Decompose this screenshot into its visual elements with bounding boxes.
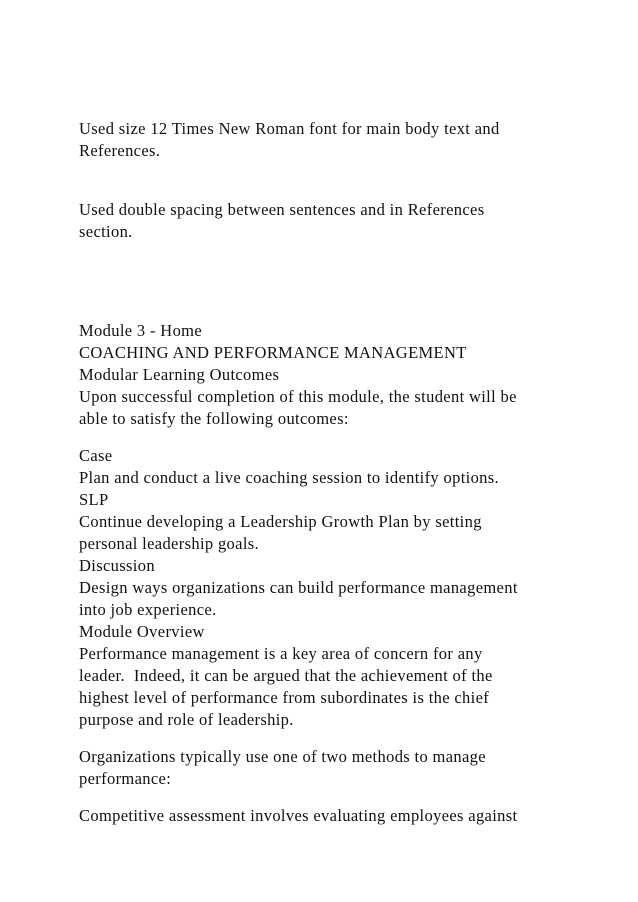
text-line: leader. Indeed, it can be argued that the achievement of the (79, 666, 493, 685)
text-line: section. (79, 222, 133, 241)
text-line: into job experience. (79, 600, 217, 619)
section-heading: Modular Learning Outcomes (79, 365, 280, 384)
section-heading: Module 3 - Home (79, 321, 203, 340)
section-heading: COACHING AND PERFORMANCE MANAGEMENT (79, 343, 467, 362)
text-line: Performance management is a key area of concern for any (79, 644, 483, 663)
text-line: highest level of performance from subordinates is the chief (79, 688, 490, 707)
text-line: Used double spacing between sentences and in References (79, 200, 485, 219)
section-heading: SLP (79, 490, 109, 509)
text-line: performance: (79, 769, 172, 788)
text-line: Used size 12 Times New Roman font for main body text and (79, 119, 500, 138)
text-line: Upon successful completion of this module, the student will be (79, 387, 517, 406)
text-line: Competitive assessment involves evaluating employees against (79, 806, 518, 825)
text-line: References. (79, 141, 161, 160)
text-line: Organizations typically use one of two methods to manage (79, 747, 486, 766)
text-line: Plan and conduct a live coaching session to identify options. (79, 468, 500, 487)
text-line: able to satisfy the following outcomes: (79, 409, 349, 428)
section-heading: Case (79, 446, 113, 465)
text-line: personal leadership goals. (79, 534, 260, 553)
section-heading: Discussion (79, 556, 155, 575)
section-heading: Module Overview (79, 622, 205, 641)
text-line: purpose and role of leadership. (79, 710, 294, 729)
text-line: Design ways organizations can build performance management (79, 578, 518, 597)
text-line: Continue developing a Leadership Growth Plan by setting (79, 512, 482, 531)
